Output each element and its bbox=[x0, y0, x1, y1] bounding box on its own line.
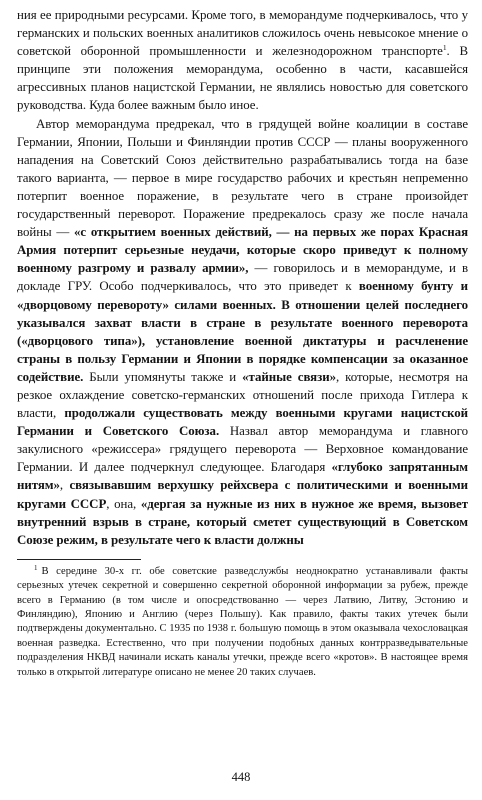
text-span: Были упомянуты также и bbox=[83, 369, 243, 384]
text-span: , bbox=[59, 478, 70, 493]
bold-emphasis: военному бунту и «дворцовому перевороту» силами военных. В отношении целей последнего указывался захват власти в стране в результате военного переворота («дворцового типа»), установление военной диктатуры и расчленение страны в пользу Германии и Японии в порядке компенсации за оказанное содействие. bbox=[17, 279, 469, 384]
footnote bbox=[17, 565, 468, 680]
text-span: , она, bbox=[106, 496, 141, 511]
footnote-divider bbox=[17, 559, 141, 560]
paragraph bbox=[17, 6, 468, 115]
page-number: 448 bbox=[231, 770, 251, 784]
bold-quote: «тайные связи» bbox=[242, 369, 337, 384]
bold-quote: «дергая за нужные из них в нужное же время, вызовет внутренний взрыв в стране, который сметет существующий в Советском Союзе режим, в результате чего к власти должны bbox=[17, 496, 469, 547]
text-span: . В принципе эти положения меморандума, особенно в части, касавшейся агрессивных планов нацистской Германии, не являлись новостью для советского руководства. Куда более важным было иное. bbox=[17, 44, 468, 113]
footnote-reference: 1 bbox=[442, 43, 447, 53]
bold-emphasis: связывавшим верхушку рейхсвера с политическими и военными кругами СССР bbox=[17, 478, 468, 511]
text-span: — говорилось и в меморандуме, и в докладе ГРУ. Особо подчеркивалось, что это приведет к bbox=[17, 261, 468, 294]
text-span: Назвал автор меморандума и главного закулисного «режиссера» грядущего переворота — Верховное командование Германии. И далее подчеркнул следующее. Благодаря bbox=[17, 424, 468, 475]
bold-quote: «с открытием военных действий, — на первых же порах Красная Армия потерпит серьезные неудачи, которые скоро приведут к полному военному разгрому и развалу армии», bbox=[17, 225, 468, 276]
main-text bbox=[17, 6, 468, 549]
footnote-mark: 1 bbox=[34, 563, 38, 572]
bold-emphasis: продолжали существовать между военными кругами нацистской Германии и Советского Союза. bbox=[17, 406, 468, 439]
text-span: , которые, несмотря на резкое охлаждение советско-германских отношений после прихода Гитлера к власти, bbox=[17, 369, 468, 421]
paragraph bbox=[17, 115, 468, 549]
text-span: Автор меморандума предрекал, что в грядущей войне коалиции в составе Германии, Японии, Польши и Финляндии против СССР — планы вооруженного нападения на Советский Союз действительно разрабатывались тогда на базе такого варианта, — первое в мире государство рабочих и крестьян непременно потерпит военное поражение, в результате чего в стране произойдет государственный переворот. Поражение предрекалось сразу же после начала войны — bbox=[17, 116, 468, 240]
footnote-text: В середине 30-х гг. обе советские разведслужбы неоднократно устанавливали факты серьезных утечек секретной и совершенно секретной оборонной информации за рубеж, прежде всего в Германию (в том числе и опосредствованно — через Латвию, Литву, Эстонию и Финляндию), Японию и Англию (через Польшу). Как правило, факты таких утечек были подтверждены документально. С 1935 по 1938 г. большую помощь в этом оказывала чехословацкая военная разведка. Естественно, что при получении подобных данных контрразведывательные подразделения НКВД начинали искать каналы утечки, прежде всего «кротов». В настоящее время только в открытой литературе описано не менее 20 таких случаев. bbox=[17, 565, 468, 678]
bold-quote: «глубоко запрятанным нитям» bbox=[17, 460, 468, 493]
text-span: ния ее природными ресурсами. Кроме того, в меморандуме подчеркивалось, что у германских и польских военных аналитиков сложилось очень невысокое мнение о советской оборонной промышленности и железнодорожном транспорте bbox=[17, 8, 468, 59]
